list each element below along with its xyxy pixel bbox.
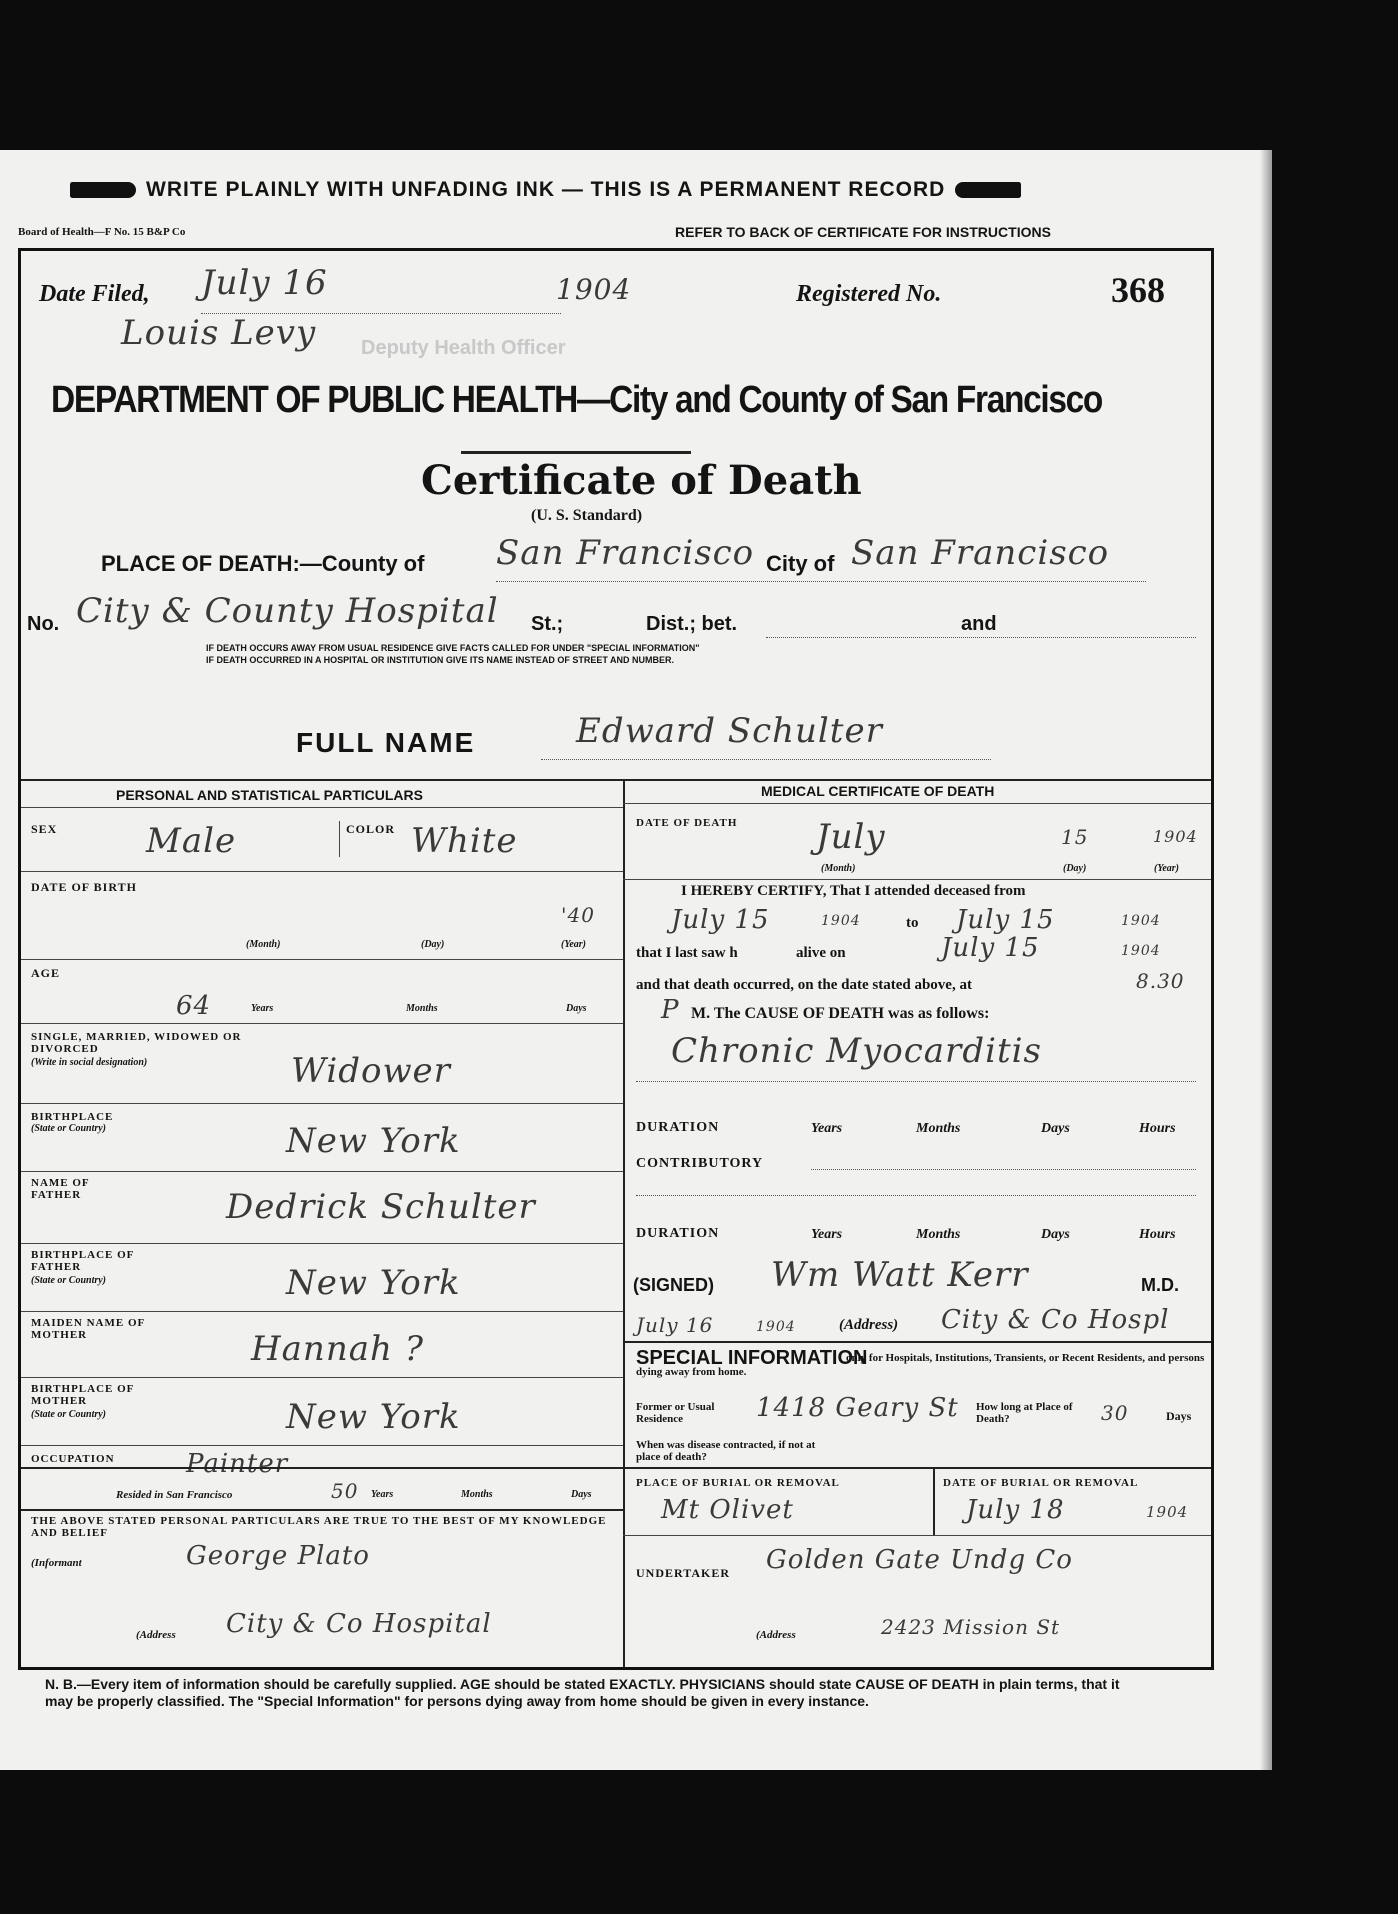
last-saw-date: July 15 [941, 933, 1040, 963]
sex-color-divider [339, 821, 340, 857]
last-saw-label: that I last saw h [636, 945, 738, 961]
dob-month-label: (Month) [246, 939, 281, 950]
medical-address: City & Co Hospl [941, 1305, 1170, 1335]
certificate-title: Certificate of Death [421, 457, 862, 504]
special-heading: SPECIAL INFORMATION [636, 1347, 868, 1369]
registered-label: Registered No. [796, 281, 942, 307]
burial-column-divider [933, 1469, 935, 1535]
certificate-frame [18, 248, 1214, 1670]
last-saw-year: 1904 [1121, 943, 1161, 959]
informant-label: (Informant [31, 1557, 82, 1569]
age-months-label: Months [406, 1003, 438, 1014]
pointing-hand-icon [70, 182, 136, 198]
place-city: San Francisco [851, 533, 1110, 573]
dod-day-label: (Day) [1063, 863, 1087, 874]
occupation-value: Painter [186, 1449, 289, 1479]
how-long-label: How long at Place of Death? [976, 1401, 1073, 1425]
occupation-row-line [21, 1509, 623, 1511]
mother-bp-row-line [21, 1445, 623, 1446]
cause-label: M. The CAUSE OF DEATH was as follows: [691, 1005, 990, 1022]
md-label: M.D. [1141, 1275, 1179, 1295]
undertaker-value: Golden Gate Undg Co [766, 1545, 1073, 1575]
full-name-value: Edward Schulter [576, 711, 883, 751]
when-contracted-label: When was disease contracted, if not at place of death? [636, 1439, 816, 1463]
age-label: AGE [31, 966, 61, 980]
age-days-label: Days [566, 1003, 587, 1014]
resided-years-label: Years [371, 1489, 394, 1500]
place-line [496, 581, 1146, 582]
dob-day-label: (Day) [421, 939, 445, 950]
occupation-label: OCCUPATION [31, 1453, 115, 1465]
personal-heading: PERSONAL AND STATISTICAL PARTICULARS [116, 787, 423, 803]
father-row-line [21, 1243, 623, 1244]
district-label: Dist.; bet. [646, 613, 738, 635]
department-title: DEPARTMENT OF PUBLIC HEALTH—City and County of San Francisco [51, 379, 1102, 421]
contributory-line-2 [636, 1195, 1196, 1196]
duration-days: Days [1041, 1121, 1070, 1136]
mother-birthplace-label: BIRTHPLACE OF MOTHER [31, 1383, 134, 1407]
age-value: 64 [176, 991, 212, 1021]
place-of-death-label: PLACE OF DEATH:—County of [101, 551, 425, 576]
attended-to: July 15 [956, 905, 1055, 935]
certify-statement: I HEREBY CERTIFY, That I attended deceased from [681, 883, 1026, 899]
birthplace-sub-label: (State or Country) [31, 1123, 107, 1134]
signed-year: 1904 [756, 1319, 796, 1335]
physician-signature: Wm Watt Kerr [771, 1255, 1029, 1295]
death-occurred-label: and that death occurred, on the date stated above, at [636, 977, 972, 993]
father-label: NAME OF FATHER [31, 1177, 90, 1201]
dod-month-label: (Month) [821, 863, 856, 874]
sex-label: SEX [31, 822, 58, 836]
medical-address-label: (Address) [839, 1317, 899, 1333]
to-label: to [906, 915, 919, 931]
street-label: St.; [531, 613, 564, 635]
duration-days-2: Days [1041, 1227, 1070, 1242]
sex-value: Male [146, 821, 237, 861]
cause-line [636, 1081, 1196, 1082]
father-birthplace-value: New York [286, 1263, 461, 1303]
no-label: No. [27, 613, 60, 635]
former-residence-label: Former or Usual Residence [636, 1401, 715, 1425]
special-bottom-line [21, 1467, 1211, 1469]
medical-heading: MEDICAL CERTIFICATE OF DEATH [761, 783, 995, 799]
undertaker-address: 2423 Mission St [881, 1615, 1061, 1639]
age-years-label: Years [251, 1003, 274, 1014]
duration-hours-2: Hours [1139, 1227, 1176, 1242]
burial-date: July 18 [966, 1495, 1065, 1525]
duration-months: Months [916, 1121, 961, 1136]
age-row-line [21, 1023, 623, 1024]
how-long-days: Days [1166, 1409, 1192, 1423]
attended-from-year: 1904 [821, 913, 861, 929]
dod-year: 1904 [1153, 827, 1198, 846]
informant-address: City & Co Hospital [226, 1609, 492, 1639]
resided-value: 50 [331, 1479, 359, 1503]
duration-label-2: DURATION [636, 1226, 720, 1241]
place-note-1: IF DEATH OCCURS AWAY FROM USUAL RESIDENCE GIVE FACTS CALLED FOR UNDER "SPECIAL INFORMATION" [206, 643, 700, 653]
duration-months-2: Months [916, 1227, 961, 1242]
cause-of-death: Chronic Myocarditis [671, 1031, 1042, 1071]
father-bp-row-line [21, 1311, 623, 1312]
last-saw-mid: alive on [796, 945, 846, 961]
city-label: City of [766, 551, 835, 576]
informant-name: George Plato [186, 1541, 370, 1571]
title-underline [461, 451, 691, 454]
color-label: COLOR [346, 822, 396, 836]
signed-date: July 16 [636, 1313, 714, 1337]
resided-months-label: Months [461, 1489, 493, 1500]
medical-heading-line [623, 803, 1211, 804]
birthplace-row-line [21, 1171, 623, 1172]
pm-value: P [661, 995, 680, 1025]
dod-day: 15 [1061, 825, 1089, 849]
death-time: 8.30 [1136, 969, 1185, 993]
dob-year: '40 [561, 903, 595, 927]
warning-text: WRITE PLAINLY WITH UNFADING INK — THIS IS A PERMANENT RECORD [146, 178, 946, 201]
dod-row-line [623, 879, 1211, 880]
full-name-line [541, 759, 991, 760]
full-name-label: FULL NAME [296, 727, 476, 758]
signed-label: (SIGNED) [633, 1275, 714, 1295]
contributory-label: CONTRIBUTORY [636, 1156, 764, 1171]
date-filed-value: July 16 [201, 263, 328, 303]
father-value: Dedrick Schulter [226, 1187, 536, 1227]
dob-label: DATE OF BIRTH [31, 880, 137, 894]
burial-place-label: PLACE OF BURIAL OR REMOVAL [636, 1477, 840, 1489]
mother-row-line [21, 1377, 623, 1378]
birthplace-label: BIRTHPLACE [31, 1111, 114, 1123]
warning-banner [70, 178, 1021, 202]
duration-hours: Hours [1139, 1121, 1176, 1136]
dod-year-label: (Year) [1154, 863, 1179, 874]
date-filed-label: Date Filed, [39, 281, 150, 307]
sex-row-line [21, 871, 623, 872]
date-of-death-label: DATE OF DEATH [636, 817, 738, 829]
column-divider [623, 779, 625, 1667]
place-no-value: City & County Hospital [76, 591, 499, 631]
marital-row-line [21, 1103, 623, 1104]
mother-label: MAIDEN NAME OF MOTHER [31, 1317, 145, 1341]
duration-label: DURATION [636, 1120, 720, 1135]
year-filed: 1904 [556, 273, 632, 306]
attended-from: July 15 [671, 905, 770, 935]
undertaker-address-label: (Address [756, 1629, 796, 1641]
mother-birthplace-value: New York [286, 1397, 461, 1437]
mother-birthplace-sub: (State or Country) [31, 1409, 107, 1420]
informant-statement: THE ABOVE STATED PERSONAL PARTICULARS ARE TRUE TO THE BEST OF MY KNOWLEDGE AND BELIEF [31, 1515, 607, 1539]
resided-days-label: Days [571, 1489, 592, 1500]
section-divider [21, 779, 1211, 781]
burial-place: Mt Olivet [661, 1495, 794, 1525]
deputy-health-officer: Deputy Health Officer [361, 337, 566, 359]
form-number: Board of Health—F No. 15 B&P Co [18, 226, 186, 238]
duration-years: Years [811, 1121, 843, 1136]
special-heading-sub: only for Hospitals, Institutions, Transients, or Recent Residents, and persons dying away from home. [636, 1352, 1205, 1378]
undertaker-label: UNDERTAKER [636, 1566, 731, 1580]
place-county: San Francisco [496, 533, 755, 573]
burial-date-label: DATE OF BURIAL OR REMOVAL [943, 1477, 1139, 1489]
duration-years-2: Years [811, 1227, 843, 1242]
footer-note: N. B.—Every item of information should be carefully supplied. AGE should be stated EXACTLY. PHYSICIANS should state CAUSE OF DEATH in plain terms, that it may be properly classified. The "Special Information" for persons dying away from home should be given in every instance. [45, 1676, 1120, 1709]
father-birthplace-label: BIRTHPLACE OF FATHER [31, 1249, 134, 1273]
dob-year-label: (Year) [561, 939, 586, 950]
dod-month: July [816, 817, 886, 857]
street-line [766, 637, 1196, 638]
and-label: and [961, 613, 997, 635]
former-residence: 1418 Geary St [756, 1393, 959, 1423]
marital-value: Widower [291, 1051, 451, 1091]
dob-row-line [21, 959, 623, 960]
deputy-signature: Louis Levy [121, 313, 317, 353]
how-long-value: 30 [1101, 1401, 1129, 1425]
burial-year: 1904 [1146, 1503, 1189, 1521]
us-standard: (U. S. Standard) [531, 507, 643, 524]
marital-label: SINGLE, MARRIED, WIDOWED OR DIVORCED [31, 1031, 242, 1055]
medical-bottom-line [623, 1341, 1211, 1343]
place-note-2: IF DEATH OCCURRED IN A HOSPITAL OR INSTITUTION GIVE ITS NAME INSTEAD OF STREET AND NUMBER. [206, 655, 675, 665]
birthplace-value: New York [286, 1121, 461, 1161]
color-value: White [411, 821, 518, 861]
refer-instructions: REFER TO BACK OF CERTIFICATE FOR INSTRUCTIONS [675, 224, 1051, 240]
certificate-paper [0, 150, 1270, 1770]
personal-heading-line [21, 807, 623, 808]
father-birthplace-sub: (State or Country) [31, 1275, 107, 1286]
burial-row-line [623, 1535, 1211, 1536]
mother-value: Hannah ? [251, 1329, 424, 1369]
registered-number: 368 [1111, 270, 1165, 310]
attended-to-year: 1904 [1121, 913, 1161, 929]
pointing-hand-icon [955, 182, 1021, 198]
marital-sub-label: (Write in social designation) [31, 1057, 148, 1068]
informant-address-label: (Address [136, 1629, 176, 1641]
resided-label: Resided in San Francisco [116, 1489, 233, 1501]
contributory-line [811, 1169, 1196, 1170]
